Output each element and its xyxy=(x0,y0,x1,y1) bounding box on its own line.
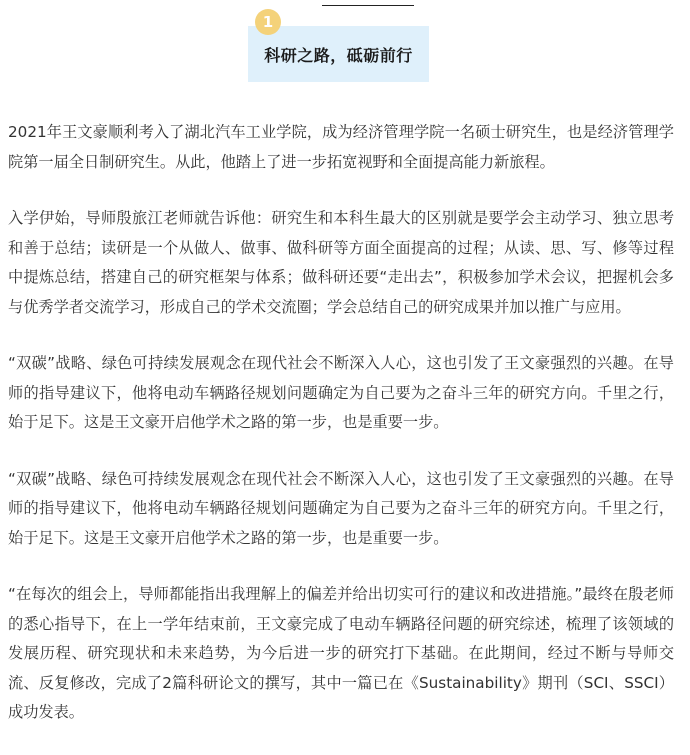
paragraph-3: “双碳”战略、绿色可持续发展观念在现代社会不断深入人心，这也引发了王文豪强烈的兴趣。在导师的指导建议下，他将电动车辆路径规划问题确定为自己要为之奋斗三年的研究方向。千里之行，始于足下。这是王文豪开启他学术之路的第一步，也是重要一步。 xyxy=(8,354,674,431)
section-number-badge xyxy=(255,9,281,35)
top-divider-line xyxy=(322,5,414,6)
section-title-box xyxy=(248,26,429,82)
paragraph-5: “在每次的组会上，导师都能指出我理解上的偏差并给出切实可行的建议和改进措施。”最终在殷老师的悉心指导下，在上一学年结束前，王文豪完成了电动车辆路径问题的研究综述，梳理了该领域的发展历程、研究现状和未来趋势，为今后进一步的研究打下基础。在此期间，经过不断与导师交流、反复修改，完成了2篇科研论文的撰写，其中一篇已在《Sustainability》期刊（SCI、SSCI）成功发表。 xyxy=(8,585,674,721)
paragraph-1: 2021年王文豪顺利考入了湖北汽车工业学院，成为经济管理学院一名硕士研究生，也是经济管理学院第一届全日制研究生。从此，他踏上了进一步拓宽视野和全面提高能力新旅程。 xyxy=(8,123,674,171)
section-title: 科研之路，砥砺前行 xyxy=(264,45,413,65)
badge-number: 1 xyxy=(262,13,274,31)
article-body xyxy=(8,118,674,755)
paragraph-2: 入学伊始，导师殷旅江老师就告诉他：研究生和本科生最大的区别就是要学会主动学习、独立思考和善于总结；读研是一个从做人、做事、做科研等方面全面提高的过程；从读、思、写、修等过程中提炼总结，搭建自己的研究框架与体系；做科研还要“走出去”，积极参加学术会议，把握机会多与优秀学者交流学习，形成自己的学术交流圈；学会总结自己的研究成果并加以推广与应用。 xyxy=(8,209,674,316)
paragraph-4: “双碳”战略、绿色可持续发展观念在现代社会不断深入人心，这也引发了王文豪强烈的兴趣。在导师的指导建议下，他将电动车辆路径规划问题确定为自己要为之奋斗三年的研究方向。千里之行，始于足下。这是王文豪开启他学术之路的第一步，也是重要一步。 xyxy=(8,469,674,547)
section-header xyxy=(0,0,690,90)
